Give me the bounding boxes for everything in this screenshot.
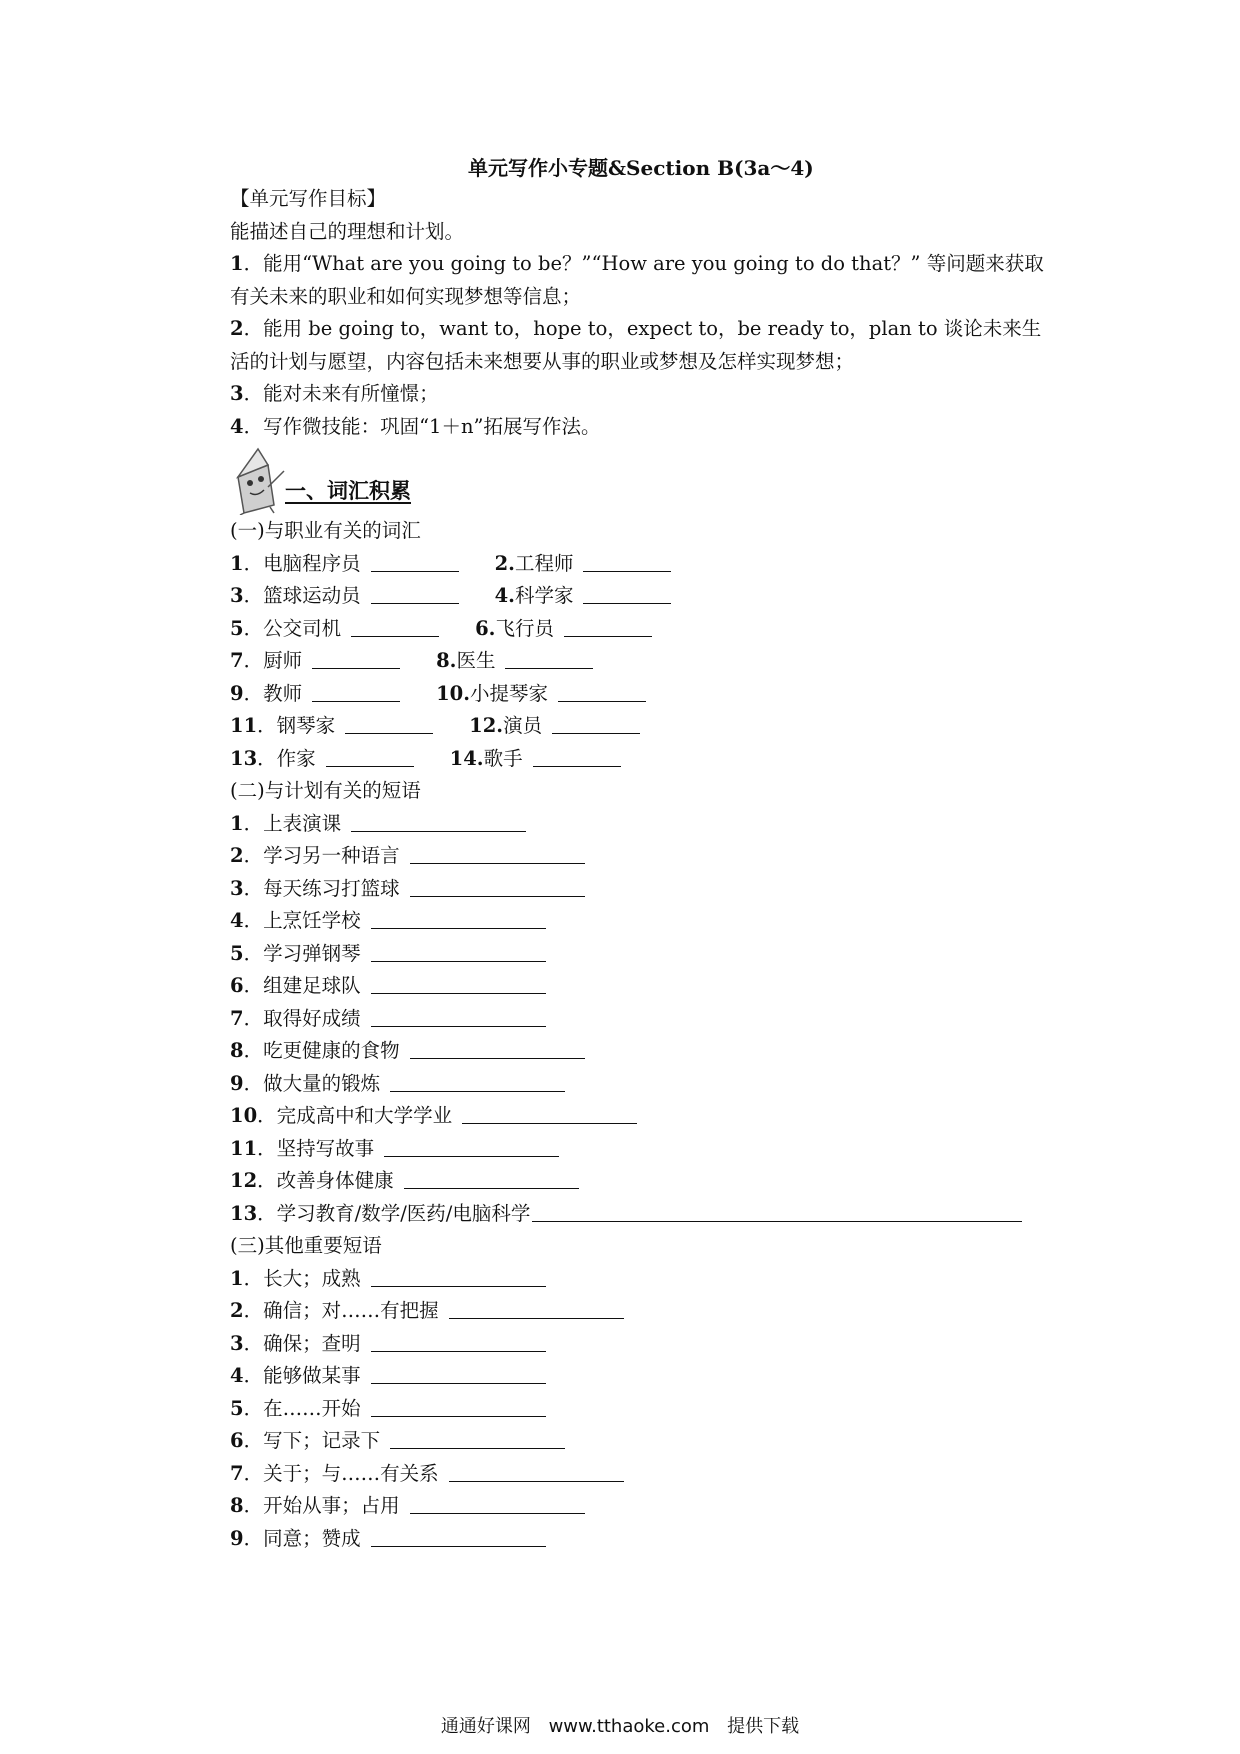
item-number: 2 [230,1299,244,1322]
answer-blank[interactable] [371,1394,546,1417]
phrase-item [190,1133,1055,1166]
phrase-item [190,1198,1055,1231]
phrase-text: ．吃更健康的食物 [243,1039,400,1062]
goal-text: ．能用“What are you going to be？”“How are you going to do that？” 等问题来获取有关未来的职业和如何实现梦想等信息； [230,252,1044,308]
item-number: 2 [230,844,244,867]
item-number: 1 [230,551,244,575]
item-number: 9 [230,681,244,705]
vocab-term: 演员 [503,714,543,737]
item-number: 10 [230,1104,258,1127]
vocab-term: 工程师 [514,551,574,575]
item-number: 6 [230,1429,244,1452]
item-number: 9 [230,1526,244,1550]
answer-blank[interactable] [532,1199,1022,1222]
answer-blank[interactable] [371,1361,546,1384]
phrase-item [190,1490,1055,1523]
phrase-text: ．完成高中和大学学业 [257,1104,453,1127]
phrase-item [190,1035,1055,1068]
vocab-row [190,678,1055,711]
phrase-text: ．确保；查明 [243,1331,361,1355]
phrase-text: ．改善身体健康 [257,1169,394,1192]
answer-blank[interactable] [583,581,671,604]
answer-blank[interactable] [384,1134,559,1157]
answer-blank[interactable] [371,1004,546,1027]
goal-number: 4 [230,414,244,438]
phrase-item [190,970,1055,1003]
phrase-text: ．组建足球队 [243,974,361,997]
section-header [190,443,1055,515]
goal-intro: 能描述自己的理想和计划。 [230,219,465,243]
goal-item [190,378,1055,411]
answer-blank[interactable] [312,646,400,669]
footer-url: www.tthaoke.com [548,1716,710,1737]
answer-blank[interactable] [351,809,526,832]
item-number: 3 [230,1331,244,1355]
answer-blank[interactable] [371,1329,546,1352]
answer-blank[interactable] [410,874,585,897]
answer-blank[interactable] [564,614,652,637]
vocab-term: 科学家 [514,584,574,607]
phrase-item [190,1068,1055,1101]
item-number: 7 [230,649,244,672]
phrase-item [190,1165,1055,1198]
goal-text: ．写作微技能：巩固“1＋n”拓展写作法。 [243,414,601,438]
phrase-text: ．学习教育/数学/医药/电脑科学 [257,1201,531,1225]
item-number: 5 [230,616,244,640]
vocab-row [190,710,1055,743]
answer-blank[interactable] [410,1036,585,1059]
item-number: 11 [230,1136,258,1160]
phrase-item [190,1393,1055,1426]
item-number: 13 [230,1201,258,1225]
phrase-item [190,1100,1055,1133]
phrase-text: ．在……开始 [243,1396,361,1420]
item-number: 1 [230,1266,244,1290]
phrase-item [190,905,1055,938]
item-number: 6. [475,616,496,640]
footer-download-text: 提供下载 [727,1716,800,1737]
vocab-row [190,613,1055,646]
phrase-text: ．关于；与……有关系 [243,1461,439,1485]
item-number: 3 [230,584,244,607]
phrase-text: ．写下；记录下 [243,1429,381,1452]
answer-blank[interactable] [449,1296,624,1319]
phrase-item [190,1458,1055,1491]
phrase-item [190,1003,1055,1036]
phrase-item [190,1295,1055,1328]
item-number: 12 [230,1169,258,1192]
phrase-text: ．上烹饪学校 [243,909,361,932]
answer-blank[interactable] [583,549,671,572]
answer-blank[interactable] [558,679,646,702]
answer-blank[interactable] [533,744,621,767]
phrase-item [190,938,1055,971]
answer-blank[interactable] [462,1101,637,1124]
vocab-term: 小提琴家 [470,681,549,705]
item-number: 7 [230,1461,244,1485]
worksheet-body [190,183,1055,1555]
item-number: 5 [230,1396,244,1420]
answer-blank[interactable] [326,744,414,767]
vocab-term: ．作家 [257,746,316,770]
answer-blank[interactable] [312,679,400,702]
item-number: 2. [494,551,515,575]
goal-text: ．能对未来有所憧憬； [243,382,439,405]
vocab-term: ．厨师 [243,649,303,672]
phrase-text: ．同意；赞成 [243,1526,361,1550]
item-number: 4. [494,584,515,607]
answer-blank[interactable] [371,971,546,994]
phrase-item [190,1523,1055,1556]
vocab-row [190,580,1055,613]
goal-heading: 【单元写作目标】 [230,187,387,210]
goal-text: ．能用 be going to，want to，hope to，expect to，be ready to，plan to 谈论未来生活的计划与愿望，内容包括未来想要从事的职业或梦想及怎样实现梦想； [230,317,1042,373]
item-number: 12. [469,714,504,737]
phrase-text: ．学习弹钢琴 [243,941,361,965]
item-number: 6 [230,974,244,997]
page-title: 单元写作小专题&Section B(3a～4) [468,156,814,180]
item-number: 10. [436,681,471,705]
vocab-row [190,645,1055,678]
phrase-item [190,1263,1055,1296]
item-number: 7 [230,1006,244,1030]
vocab-term: ．篮球运动员 [243,584,361,607]
item-number: 5 [230,941,244,965]
phrase-text: ．取得好成绩 [243,1006,361,1030]
phrase-text: ．上表演课 [243,811,342,835]
vocab-row [190,743,1055,776]
answer-blank[interactable] [371,1264,546,1287]
section-title: 一、词汇积累 [285,478,411,503]
answer-blank[interactable] [505,646,593,669]
phrase-text: ．长大；成熟 [243,1266,361,1290]
goal-number: 3 [230,382,244,405]
goal-number: 2 [230,317,244,340]
part2-heading: (二)与计划有关的短语 [230,779,421,802]
vocab-term: ．教师 [243,681,303,705]
item-number: 9 [230,1071,244,1095]
answer-blank[interactable] [410,1491,585,1514]
goal-item [190,411,1055,444]
answer-blank[interactable] [449,1459,624,1482]
item-number: 8. [436,649,457,672]
part1-heading: (一)与职业有关的词汇 [230,519,421,542]
phrase-item [190,840,1055,873]
vocab-term: ．公交司机 [243,616,342,640]
item-number: 4 [230,909,244,932]
item-number: 3 [230,876,244,900]
answer-blank[interactable] [552,711,640,734]
phrase-item [190,1360,1055,1393]
pencil-mascot-icon [228,447,288,515]
phrase-item [190,873,1055,906]
part3-heading: (三)其他重要短语 [230,1234,382,1257]
answer-blank[interactable] [345,711,433,734]
vocab-term: ．电脑程序员 [243,551,361,575]
vocab-term: 飞行员 [495,616,554,640]
phrase-text: ．每天练习打篮球 [243,876,400,900]
answer-blank[interactable] [390,1069,565,1092]
vocab-term: 歌手 [483,746,523,770]
phrase-text: ．开始从事；占用 [243,1494,400,1517]
item-number: 14. [449,746,484,770]
phrase-item [190,808,1055,841]
vocab-term: ．钢琴家 [257,714,336,737]
answer-blank[interactable] [390,1426,565,1449]
phrase-item [190,1328,1055,1361]
answer-blank[interactable] [410,841,585,864]
phrase-text: ．坚持写故事 [257,1136,375,1160]
item-number: 13 [230,746,258,770]
goal-item [190,313,1055,378]
answer-blank[interactable] [351,614,439,637]
goal-item [190,248,1055,313]
footer [0,1712,1240,1738]
answer-blank[interactable] [371,939,546,962]
answer-blank[interactable] [371,549,459,572]
phrase-item [190,1425,1055,1458]
item-number: 11 [230,714,258,737]
answer-blank[interactable] [371,906,546,929]
phrase-text: ．学习另一种语言 [243,844,400,867]
goal-number: 1 [230,252,244,275]
vocab-row [190,548,1055,581]
vocab-term: 医生 [456,649,496,672]
answer-blank[interactable] [371,1524,546,1547]
phrase-text: ．做大量的锻炼 [243,1071,381,1095]
item-number: 1 [230,811,244,835]
item-number: 8 [230,1494,244,1517]
item-number: 8 [230,1039,244,1062]
item-number: 4 [230,1364,244,1387]
answer-blank[interactable] [371,581,459,604]
answer-blank[interactable] [404,1166,579,1189]
footer-site-name: 通通好课网 [440,1716,531,1737]
phrase-text: ．确信；对……有把握 [243,1299,439,1322]
phrase-text: ．能够做某事 [243,1364,361,1387]
